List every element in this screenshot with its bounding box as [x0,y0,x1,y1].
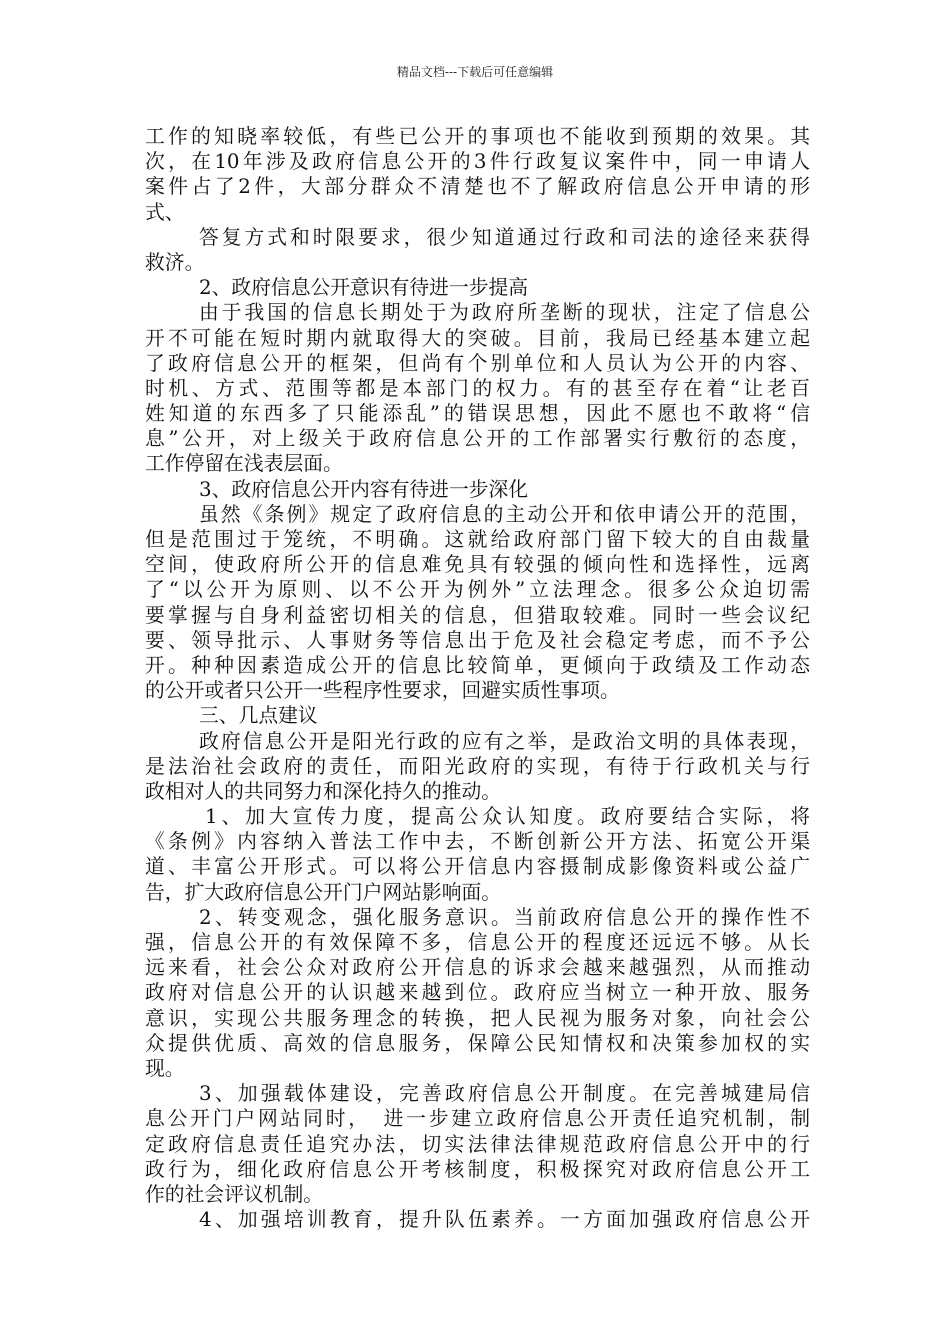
document-body [145,124,810,1232]
text-line: 1、加大宣传力度，提高公众认知度。政府要结合实际，将 [205,805,810,829]
text-line: 的公开或者只公开一些程序性要求，回避实质性事项。 [145,679,620,703]
text-line: 答复方式和时限要求，很少知道通过行政和司法的途径来获得 [199,225,810,249]
text-line: 了政府信息公开的框架，但尚有个别单位和人员认为公开的内容、 [145,351,810,375]
text-line: 远来看，社会公众对政府公开信息的诉求会越来越强烈，从而推动 [145,956,810,980]
text-line: 空间，使政府所公开的信息难免具有较强的倾向性和选择性，远离 [145,553,810,577]
text-line: 4、加强培训教育，提升队伍素养。一方面加强政府信息公开 [199,1208,810,1232]
text-line: 工作的知晓率较低，有些已公开的事项也不能收到预期的效果。其 [145,125,810,148]
text-line: 众提供优质、高效的信息服务，保障公民知情权和决策参加权的实 [145,1031,810,1055]
text-line: 强，信息公开的有效保障不多，信息公开的程度还远远不够。从长 [145,931,810,954]
text-line: 3、政府信息公开内容有待进一步深化 [199,477,529,501]
text-line: 时机、方式、范围等都是本部门的权力。有的甚至存在着“让老百 [145,376,810,400]
text-line: 救济。 [145,250,205,274]
text-line: 要掌握与自身利益密切相关的信息，但猎取较难。同时一些会议纪 [145,603,810,627]
text-line: 作的社会评议机制。 [145,1182,324,1206]
text-line: 息公开门户网站同时， 进一步建立政府信息公开责任追究机制，制 [145,1107,810,1131]
page-header: 精品文档---下载后可任意编辑 [396,65,554,79]
text-line: 定政府信息责任追究办法，切实法律法律规范政府信息公开中的行 [145,1132,810,1156]
text-line: 是法治社会政府的责任，而阳光政府的实现，有待于行政机关与行 [145,754,810,778]
text-line: 开。种种因素造成公开的信息比较简单，更倾向于政绩及工作动态 [145,653,810,677]
text-line: 意识，实现公共服务理念的转换，把人民视为服务对象，向社会公 [145,1006,810,1030]
text-line: 工作停留在浅表层面。 [145,452,343,476]
text-line: 案件占了2件，大部分群众不清楚也不了解政府信息公开申请的形 [145,175,810,199]
text-line: 由于我国的信息长期处于为政府所垄断的现状，注定了信息公 [199,301,810,325]
text-line: 政府信息公开是阳光行政的应有之举，是政治文明的具体表现， [199,729,810,753]
text-line: 要、领导批示、人事财务等信息出于危及社会稳定考虑，而不予公 [145,628,810,652]
text-line: 2、政府信息公开意识有待进一步提高 [199,276,529,300]
text-line: 政行为，细化政府信息公开考核制度，积极探究对政府信息公开工 [145,1157,810,1181]
text-line: 但是范围过于笼统，不明确。这就给政府部门留下较大的自由裁量 [145,528,810,551]
text-line: 《条例》内容纳入普法工作中去，不断创新公开方法、拓宽公开渠 [145,830,810,854]
text-line: 政府对信息公开的认识越来越到位。政府应当树立一种开放、服务 [145,981,810,1005]
text-line: 虽然《条例》规定了政府信息的主动公开和依申请公开的范围， [199,502,810,526]
text-line: 息”公开，对上级关于政府信息公开的工作部署实行敷衍的态度， [145,427,810,451]
text-line: 三、几点建议 [199,704,318,728]
text-line: 3、加强载体建设，完善政府信息公开制度。在完善城建局信 [199,1082,810,1106]
text-line: 姓知道的东西多了只能添乱”的错误思想，因此不愿也不敢将“信 [145,402,810,426]
text-line: 次，在10年涉及政府信息公开的3件行政复议案件中，同一申请人 [145,150,810,174]
text-line: 现。 [145,1056,185,1080]
text-line: 道、丰富公开形式。可以将公开信息内容摄制成影像资料或公益广 [145,855,810,879]
text-line: 了“以公开为原则、以不公开为例外”立法理念。很多公众迫切需 [145,578,810,602]
text-line: 政相对人的共同努力和深化持久的推动。 [145,779,502,803]
text-line: 式、 [145,200,185,224]
text-line: 开不可能在短时期内就取得大的突破。目前，我局已经基本建立起 [145,326,810,350]
text-line: 2、转变观念，强化服务意识。当前政府信息公开的操作性不 [199,905,810,929]
text-line: 告，扩大政府信息公开门户网站影响面。 [145,880,502,904]
